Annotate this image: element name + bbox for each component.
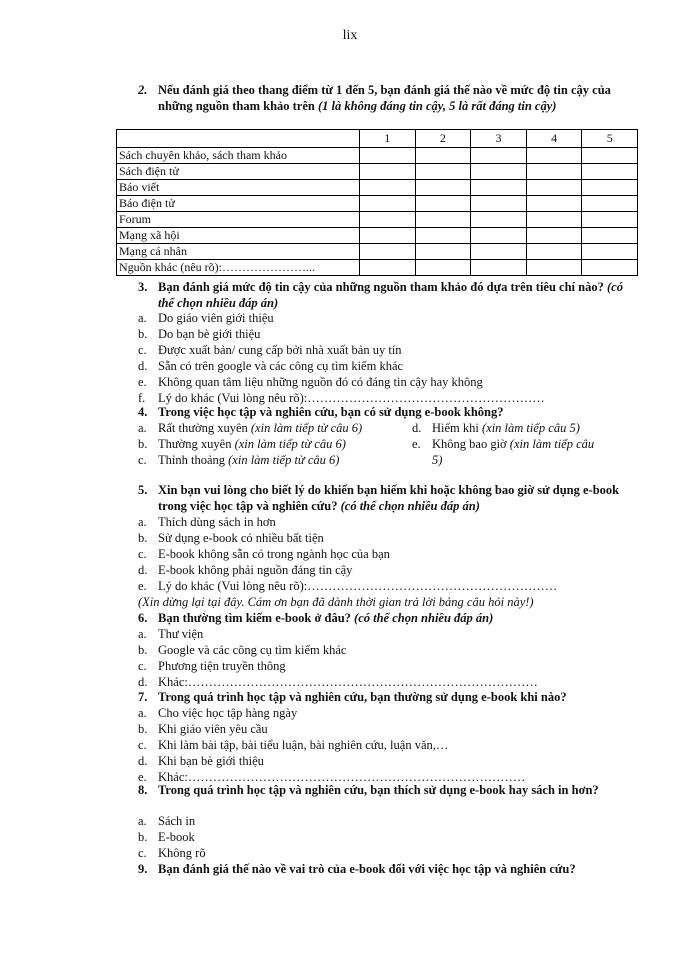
option-hint: (xin làm tiếp từ câu 6) [234,437,346,451]
option-label: E-book không sẵn có trong ngành học của bạn [158,547,390,561]
question-hint: (có thể chọn nhiều đáp án) [158,280,623,310]
option-label: Sử dụng e-book có nhiều bất tiện [158,531,324,545]
rating-cell[interactable] [526,164,582,180]
rating-cell[interactable] [471,148,527,164]
rating-cell[interactable] [360,164,416,180]
page-number: lix [342,28,358,43]
option-a[interactable]: a. Sách in [138,814,196,828]
option-label: Không rõ [158,846,206,860]
option-c[interactable] [138,342,638,358]
rating-cell[interactable] [360,244,416,260]
row-label: Mạng xã hội [117,228,360,244]
rating-cell[interactable] [415,228,471,244]
option-label: Sách in [158,814,196,828]
question-text: Trong quá trình học tập và nghiên cứu, bạn thích sử dụng e-book hay sách in hơn? [158,783,599,797]
table-header-cell: 1 [360,130,416,148]
rating-cell[interactable] [415,164,471,180]
option-hint: (xin làm tiếp câu [509,437,595,451]
option-label: Khi bạn bè giới thiệu [158,754,264,768]
rating-cell[interactable] [415,244,471,260]
option-label: Phương tiện truyền thông [158,659,286,673]
options-q7 [138,705,638,785]
option-e[interactable]: e. Khác:……………………………………………………………………… [138,770,526,784]
question-number: 6. [138,611,148,625]
rating-cell[interactable] [360,228,416,244]
option-a[interactable] [138,310,638,326]
option-b[interactable]: b. Sử dụng e-book có nhiều bất tiện [138,531,324,545]
question-number: 9. [138,862,148,876]
rating-cell[interactable] [471,164,527,180]
rating-cell[interactable] [526,212,582,228]
option-letter: b. [138,327,148,341]
question-2 [138,82,638,114]
rating-cell[interactable] [415,180,471,196]
option-label: Khác:………………………………………………………………………… [158,675,538,689]
option-a[interactable]: a. Thư viện [138,627,204,641]
option-label: Thư viện [158,627,204,641]
row-label: Sách chuyên khảo, sách tham khảo [117,148,360,164]
rating-cell[interactable] [471,180,527,196]
table-header-cell: 5 [582,130,638,148]
option-d[interactable]: d. Hiếm khi (xin làm tiếp câu 5) [412,421,580,435]
option-label: Cho việc học tập hàng ngày [158,706,298,720]
table-row [117,244,638,260]
question-4 [138,404,638,420]
option-label: Do giáo viên giới thiệu [158,311,274,325]
rating-cell[interactable] [526,148,582,164]
rating-cell[interactable] [415,260,471,276]
question-number: 8. [138,783,148,797]
option-c[interactable]: c. E-book không sẵn có trong ngành học của bạn [138,547,390,561]
rating-cell[interactable] [526,196,582,212]
option-label: Khi làm bài tập, bài tiểu luận, bài nghiên cứu, luận văn,… [158,738,449,752]
rating-cell[interactable] [415,148,471,164]
question-7 [138,689,638,705]
option-e[interactable]: e. Không bao giờ (xin làm tiếp câu [412,437,595,451]
option-label: Thích dùng sách in hơn [158,515,276,529]
question-text: Nếu đánh giá theo thang điểm từ 1 đến 5, bạn đánh giá thế nào về mức độ tin cậy của những nguồn tham khảo trên (1 là không đáng tin cậy, 5 là rất đáng tin cậy) [158,83,611,113]
question-text: Bạn đánh giá mức độ tin cậy của những nguồn tham khảo đó dựa trên tiêu chí nào? (có thể chọn nhiều đáp án) [158,280,623,310]
rating-cell[interactable] [360,260,416,276]
rating-cell[interactable] [526,244,582,260]
question-text: Trong việc học tập và nghiên cứu, bạn có sử dụng e-book không? [158,405,504,419]
option-label: Khác:……………………………………………………………………… [158,770,526,784]
option-label: Rất thường xuyên [158,421,248,435]
table-header-cell: 3 [471,130,527,148]
rating-cell[interactable] [360,196,416,212]
option-label: Do bạn bè giới thiệu [158,327,261,341]
question-number: 4. [138,405,148,419]
rating-cell[interactable] [415,196,471,212]
option-c[interactable]: c. Phương tiện truyền thông [138,659,286,673]
row-label: Sách điện tử [117,164,360,180]
option-hint: (xin làm tiếp từ câu 6) [228,453,340,467]
option-b[interactable]: b. Khi giáo viên yêu cầu [138,722,268,736]
option-label: Google và các công cụ tìm kiếm khác [158,643,347,657]
table-row [117,180,638,196]
rating-cell[interactable] [526,180,582,196]
options-q4 [138,420,638,468]
option-label: Khi giáo viên yêu cầu [158,722,268,736]
options-q3 [138,310,638,406]
option-b[interactable]: b. Thường xuyên (xin làm tiếp từ câu 6) [138,437,346,451]
row-label: Báo viết [117,180,360,196]
option-c[interactable]: c. Thỉnh thoảng (xin làm tiếp từ câu 6) [138,453,340,467]
option-letter: c. [138,343,147,357]
option-label: E-book [158,830,195,844]
option-label: Được xuất bản/ cung cấp bởi nhà xuất bản uy tín [158,343,402,357]
rating-cell[interactable] [471,196,527,212]
option-letter: f. [138,391,146,405]
option-e[interactable]: e. Lý do khác (Vui lòng nêu rõ):…………………………………………………… [138,579,558,593]
question-hint: (có thể chọn nhiều đáp án) [354,611,494,625]
table-row [117,148,638,164]
options-q8 [138,813,638,861]
option-e-hint-continued: 5) [432,453,443,467]
option-label: Không quan tâm liệu những nguồn đó có đáng tin cậy hay không [158,375,483,389]
option-label: Thường xuyên [158,437,232,451]
option-e[interactable] [138,374,638,390]
option-hint: (xin làm tiếp từ câu 6) [250,421,363,435]
option-b[interactable]: b. E-book [138,830,195,844]
rating-cell[interactable] [360,212,416,228]
table-header-cell: 4 [526,130,582,148]
rating-cell[interactable] [471,260,527,276]
closing-note: (Xin dừng lại tại đây. Cám ơn bạn đã dành thời gian trả lời bảng câu hỏi này!) [138,595,534,609]
option-label: Hiếm khi [432,421,479,435]
options-q5 [138,514,638,594]
question-9 [138,861,638,877]
table-row [117,212,638,228]
option-label: Không bao giờ [432,437,507,451]
question-hint: (1 là không đáng tin cậy, 5 là rất đáng tin cậy) [317,99,557,113]
question-6 [138,610,638,626]
rating-cell[interactable] [582,148,638,164]
rating-cell[interactable] [582,180,638,196]
question-3 [138,279,638,311]
rating-cell[interactable] [582,164,638,180]
rating-cell[interactable] [471,228,527,244]
question-5 [138,482,638,514]
rating-cell[interactable] [415,212,471,228]
question-number: 2. [138,83,148,97]
rating-table [116,129,638,276]
question-number: 7. [138,690,148,704]
option-a[interactable]: a. Rất thường xuyên (xin làm tiếp từ câu 6) [138,421,363,435]
option-letter: a. [138,311,147,325]
question-number: 3. [138,280,148,294]
option-hint: (xin làm tiếp câu 5) [482,421,580,435]
option-label: Lý do khác (Vui lòng nêu rõ):…………………………………………………… [158,579,558,593]
option-d[interactable] [138,358,638,374]
option-c[interactable]: c. Khi làm bài tập, bài tiểu luận, bài nghiên cứu, luận văn,… [138,738,449,752]
rating-cell[interactable] [582,244,638,260]
option-label: Lý do khác (Vui lòng nêu rõ):………………………………………………… [158,391,545,405]
rating-cell[interactable] [526,260,582,276]
rating-cell[interactable] [582,196,638,212]
row-label: Mạng cá nhân [117,244,360,260]
options-q6 [138,626,638,690]
question-hint: (có thể chọn nhiều đáp án) [340,499,480,513]
table-row [117,260,638,276]
option-letter: e. [138,375,147,389]
rating-cell[interactable] [582,212,638,228]
table-header-cell: 2 [415,130,471,148]
option-letter: d. [138,359,148,373]
question-text: Bạn thường tìm kiếm e-book ở đâu? (có thể chọn nhiều đáp án) [158,611,494,625]
rating-cell[interactable] [360,180,416,196]
option-label: Sẵn có trên google và các công cụ tìm kiếm khác [158,359,404,373]
option-b[interactable]: b. Google và các công cụ tìm kiếm khác [138,643,347,657]
option-d[interactable]: d. Khi bạn bè giới thiệu [138,754,264,768]
option-b[interactable] [138,326,638,342]
row-label: Forum [117,212,360,228]
table-row [117,228,638,244]
row-label: Báo điện tử [117,196,360,212]
rating-cell[interactable] [526,228,582,244]
rating-cell[interactable] [471,244,527,260]
table-row [117,164,638,180]
option-c[interactable]: c. Không rõ [138,846,206,860]
row-label: Nguồn khác (nêu rõ):…………………... [117,260,360,276]
table-header-empty [117,130,360,148]
rating-cell[interactable] [582,260,638,276]
table-header-row [117,130,638,148]
option-label: E-book không phải nguồn đáng tin cậy [158,563,353,577]
question-text: Bạn đánh giá thế nào về vai trò của e-book đối với việc học tập và nghiên cứu? [158,862,576,876]
question-text: Trong quá trình học tập và nghiên cứu, bạn thường sử dụng e-book khi nào? [158,690,567,704]
option-d[interactable]: d. E-book không phải nguồn đáng tin cậy [138,563,353,577]
rating-cell[interactable] [360,148,416,164]
option-d[interactable]: d. Khác:………………………………………………………………………… [138,675,538,689]
question-text: Xin bạn vui lòng cho biết lý do khiến bạn hiếm khi hoặc không bao giờ sử dụng e-book trong việc học tập và nghiên cứu? (có thể chọn nhiều đáp án) [158,483,620,513]
table-row [117,196,638,212]
rating-cell[interactable] [471,212,527,228]
question-number: 5. [138,483,148,497]
question-8 [138,782,638,798]
option-a[interactable]: a. Thích dùng sách in hơn [138,515,276,529]
option-a[interactable]: a. Cho việc học tập hàng ngày [138,706,298,720]
option-label: Thỉnh thoảng [158,453,226,467]
rating-cell[interactable] [582,228,638,244]
